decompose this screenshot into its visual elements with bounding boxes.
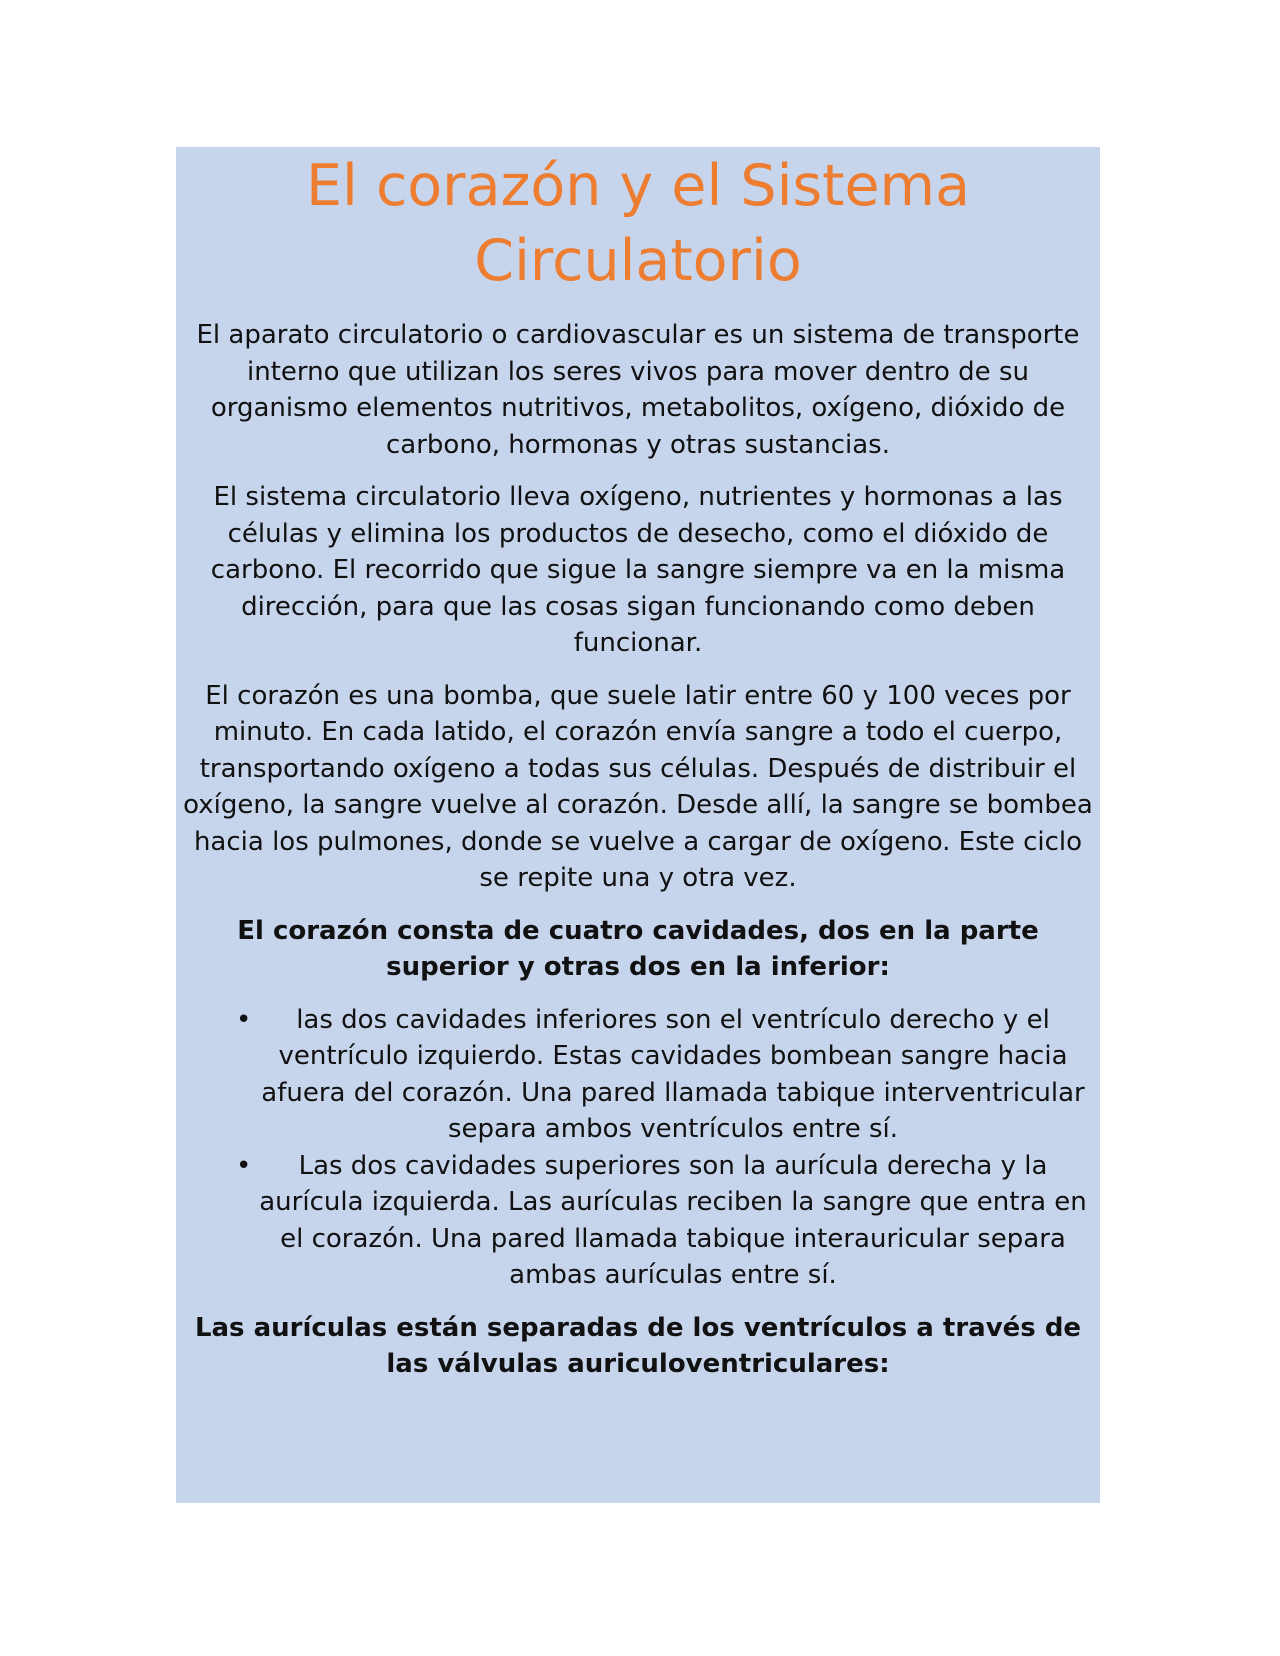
- cavities-list: [180, 1002, 1096, 1294]
- paragraph-intro: El aparato circulatorio o cardiovascular es un sistema de transporte interno que utilizan los seres vivos para mover dentro de su organismo elementos nutritivos, metabolitos, oxígeno, dióxido de carbono, hormonas y otras sustancias.: [196, 320, 1080, 460]
- list-item-text: las dos cavidades inferiores son el ventrículo derecho y el ventrículo izquierdo. Estas cavidades bombean sangre hacia afuera del corazón. Una pared llamada tabique interventricular separa ambos ventrículos entre sí.: [261, 1004, 1085, 1144]
- paragraph-function: El sistema circulatorio lleva oxígeno, nutrientes y hormonas a las células y elimina los productos de desecho, como el dióxido de carbono. El recorrido que sigue la sangre siempre va en la misma dirección, para que las cosas sigan funcionando como deben funcionar.: [210, 482, 1066, 658]
- page-title: [180, 147, 1096, 299]
- paragraph-heart-pump: El corazón es una bomba, que suele latir entre 60 y 100 veces por minuto. En cada latido, el corazón envía sangre a todo el cuerpo, transportando oxígeno a todas sus células. Después de distribuir el oxígeno, la sangre vuelve al corazón. Desde allí, la sangre se bombea hacia los pulmones, donde se vuelve a cargar de oxígeno. Este ciclo se repite una y otra vez.: [183, 680, 1093, 893]
- list-item: [180, 1148, 1096, 1294]
- bullet-icon: •: [236, 1004, 252, 1035]
- bullet-icon: •: [236, 1150, 252, 1181]
- heading-cavities: El corazón consta de cuatro cavidades, dos en la parte superior y otras dos en la inferior:: [237, 915, 1039, 982]
- heading-valves: Las aurículas están separadas de los ventrículos a través de las válvulas auriculoventriculares:: [194, 1312, 1082, 1379]
- page-title-line-2: Circulatorio: [474, 228, 802, 294]
- content-panel: [176, 147, 1100, 1503]
- page-title-line-1: El corazón y el Sistema: [305, 153, 971, 219]
- list-item: [180, 1002, 1096, 1148]
- list-item-text: Las dos cavidades superiores son la aurícula derecha y la aurícula izquierda. Las aurículas reciben la sangre que entra en el corazón. Una pared llamada tabique interauricular separa ambas aurículas entre sí.: [259, 1150, 1087, 1290]
